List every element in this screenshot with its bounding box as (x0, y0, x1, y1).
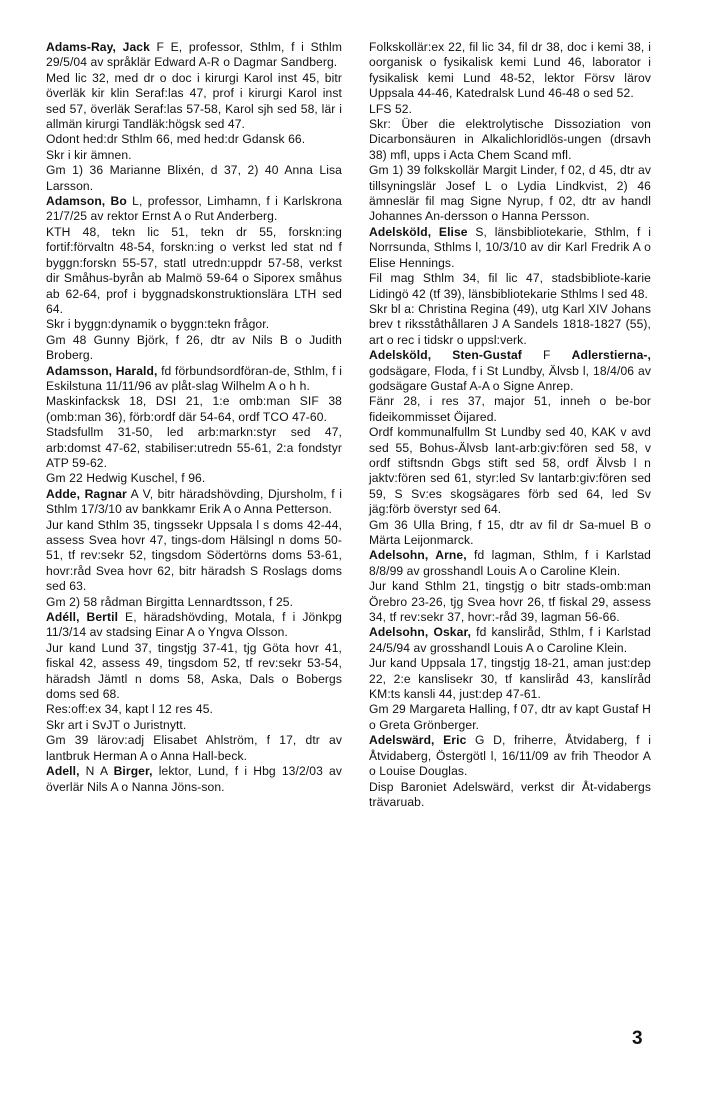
entry-intro: G D, friherre, Åtvidaberg, f i Åtvidaberg, Östergötl l, 16/11/09 av frih Theodor A o Louise Douglas. (369, 733, 651, 779)
entry-paragraph: Gm 22 Hedwig Kuschel, f 96. (46, 471, 206, 486)
entry-paragraph: Odont hed:dr Sthlm 66, med hed:dr Gdansk 66. (46, 132, 306, 147)
entry-intro: fd kansliråd, Sthlm, f i Karlstad 24/5/94 av grosshandl Louis A o Caroline Klein. (369, 625, 651, 655)
entry-headword: Adelsohn, Oskar, (369, 625, 472, 640)
entry-adell-birger (46, 764, 342, 795)
entry-adelskold-elise (369, 225, 651, 348)
entry-adde-ragnar (46, 487, 342, 610)
entry-headword: Adell, (46, 764, 80, 779)
entry-headword: Adéll, Bertil (46, 610, 119, 625)
entry-adamsson-harald (46, 364, 342, 487)
entry-intro: L, professor, Limhamn, f i Karlskrona 21/7/25 av rektor Ernst A o Rut Anderberg. (46, 194, 343, 224)
entry-headword-secondary: Adlerstierna-, (571, 348, 651, 363)
entry-headword: Adamson, Bo (46, 194, 127, 209)
entry-headword: Adelswärd, Eric (369, 733, 467, 748)
entry-intro: fd lagman, Sthlm, f i Karlstad 8/8/99 av grosshandl Louis A o Caroline Klein. (369, 548, 652, 578)
entry-paragraph: Res:off:ex 34, kapt l 12 res 45. (46, 702, 214, 717)
entry-headword: Adamsson, Harald, (46, 363, 158, 378)
entry-adelsohn-arne (369, 548, 651, 625)
entry-intro: F E, professor, Sthlm, f i Sthlm 29/5/04 av språklär Edward A-R o Dagmar Sandberg. (46, 40, 342, 70)
entry-paragraph: Med lic 32, med dr o doc i kirurgi Karol inst 45, bitr överläk kir klin Seraf:las 47, prof i kirurgi Karol inst sed 57, överläk Seraf:las 57-58, Karol sjh sed 58, lär i allmän kirurgi Tandläk:högsk sed 47. (46, 70, 342, 132)
entry-paragraph: Ordf kommunalfullm St Lundby sed 40, KAK v avd sed 55, Bohus-Älvsb lant-arb:giv:fören sed 58, v ordf stiftsndn Gbgs stift sed 58, ordf Älvsb l n jaktv:fören sed 61, styr:led Sv lantarb:giv:fören sed 59, S Sv:es skogsägares förb sed 64, led Sv jäg:förb överstyr sed 64. (369, 425, 651, 517)
entry-paragraph: Gm 39 lärov:adj Elisabet Ahlström, f 17, dtr av lantbruk Herman A o Anna Hall-beck. (46, 733, 342, 763)
entry-adelskold-sten-gustaf (369, 348, 651, 548)
entry-paragraph: Skr: Über die elektrolytische Dissoziation von Dicarbonsäuren in Alkalichloridlös-ungen (drsavh 38) mfl, upps i Acta Chem Scand mfl. (369, 117, 651, 162)
entry-paragraph: Jur kand Sthlm 21, tingstjg o bitr stads-omb:man Örebro 23-26, tjg Svea hovr 26, tf fiskal 29, assess 34, tf rev:sekr 37, hovr:-råd 39, lagman 56-66. (369, 579, 651, 625)
entry-continuation (369, 40, 651, 225)
entry-intro: godsägare, Floda, f i St Lundby, Älvsb l, 18/4/06 av godsägare Gustaf A-A o Signe Anrep. (369, 363, 651, 393)
entry-paragraph: Gm 1) 36 Marianne Blixén, d 37, 2) 40 Anna Lisa Larsson. (46, 163, 342, 193)
entry-intro: S, länsbibliotekarie, Sthlm, f i Norrsunda, Sthlms l, 10/3/10 av dir Karl Fredrik A o Elise Hennings. (369, 224, 651, 270)
entry-adell-bertil (46, 610, 342, 764)
entry-adams-ray (46, 40, 342, 194)
entry-paragraph: Gm 48 Gunny Björk, f 26, dtr av Nils B o Judith Broberg. (46, 332, 342, 363)
entry-paragraph: Maskinfacksk 18, DSI 21, 1:e omb:man SIF 38 (omb:man 36), förb:ordf där 54-64, ordf TCO 47-60. (46, 394, 342, 424)
entry-headword: Adelsohn, Arne, (369, 548, 467, 563)
entry-paragraph: KTH 48, tekn lic 51, tekn dr 55, forskn:ing fortif:förvaltn 48-54, forskn:ing o verkst led stat nd f byggn:forskn 55-57, statl utredn:uppdr 57-58, verkst dir Småhus-byrån ab Malmö 59-64 o Siporex småhus ab 62-64, prof i byggnadskonstruktionslära LTH sed 64. (46, 224, 342, 316)
entry-paragraph: Gm 36 Ulla Bring, f 15, dtr av fil dr Sa-muel B o Märta Leijonmarck. (369, 517, 651, 547)
entry-paragraph: Fänr 28, i res 37, major 51, inneh o be-bor fideikommisset Öijared. (369, 394, 651, 424)
entry-paragraph: LFS 52. (369, 101, 413, 116)
entry-paragraph: Gm 29 Margareta Halling, f 07, dtr av kapt Gustaf H o Greta Grönberger. (369, 702, 651, 732)
entry-paragraph: Stadsfullm 31-50, led arb:markn:styr sed 47, arb:domst 47-62, stabiliser:utredn 55-61, 2:a fondstyr ATP 59-62. (46, 425, 342, 470)
entry-paragraph: Folkskollär:ex 22, fil lic 34, fil dr 38, doc i kemi 38, i oorganisk o fysikalisk kemi Lund 46, laborator i fysikalisk kemi Lund 48-52, lektor Försv lärov Uppsala 44-46, Katedralsk Lund 46-48 o sed 52. (369, 40, 651, 101)
right-column (369, 40, 651, 810)
entry-adelsward-eric (369, 733, 651, 810)
entry-paragraph: Disp Baroniet Adelswärd, verkst dir Åt-vidabergs trävaruab. (369, 779, 651, 809)
entry-paragraph: Jur kand Lund 37, tingstjg 37-41, tjg Göta hovr 41, fiskal 42, assess 49, tingsdom 52, tf rev:sekr 53-54, häradsh Jämtl n doms 58, Aska, Dals o Bobergs doms sed 68. (46, 640, 342, 702)
entry-headword: Adelsköld, Sten-Gustaf (369, 348, 522, 363)
entry-paragraph: Skr i kir ämnen. (46, 147, 132, 162)
entry-paragraph: Jur kand Uppsala 17, tingstjg 18-21, aman just:dep 22, 2:e kanslisekr 30, tf kansliråd 43, kanslíråd KM:ts kansli 44, just:dep 47-61. (369, 656, 651, 702)
entry-paragraph: Fil mag Sthlm 34, fil lic 47, stadsbibliote-karie Lidingö 42 (tf 39), länsbibliotekarie Sthlms l sed 48. (369, 271, 651, 301)
entry-paragraph: Skr art i SvJT o Juristnytt. (46, 717, 187, 732)
entry-intro: E, häradshövding, Motala, f i Jönkpg 11/3/14 av stadsing Einar A o Yngva Olsson. (46, 610, 342, 640)
entry-intro: fd förbundsordföran-de, Sthlm, f i Eskilstuna 11/11/96 av plåt-slag Wilhelm A o h h. (46, 363, 343, 393)
entry-intro-part: F (521, 348, 572, 363)
page-number: 3 (632, 1028, 643, 1049)
entry-adamson-bo (46, 194, 342, 363)
entry-paragraph: Jur kand Sthlm 35, tingssekr Uppsala l s doms 42-44, assess Svea hovr 47, tings-dom Hälsingl n doms 50-51, tf rev:sekr 52, tingsdom Södertörns doms 53-61, hovr:råd Svea hovr 62, bitr häradsh S Roslags doms sed 63. (46, 517, 342, 594)
entry-headword: Adams-Ray, Jack (46, 40, 150, 54)
entry-paragraph: Skr i byggn:dynamik o byggn:tekn frågor. (46, 317, 270, 332)
entry-headword: Adelsköld, Elise (369, 224, 468, 239)
left-column (46, 40, 342, 795)
entry-headword: Adde, Ragnar (46, 486, 127, 501)
entry-paragraph: Gm 1) 39 folkskollär Margit Linder, f 02, d 45, dtr av tillsyningslär Josef L o Lydia Lindkvist, 2) 46 ämneslär fil mag Signe Nyrup, f 02, dtr av handl Johannes An-dersson o Hanna Persson. (369, 163, 651, 224)
entry-intro-part: N A (79, 764, 114, 779)
entry-headword-secondary: Birger, (113, 764, 153, 779)
entry-paragraph: Skr bl a: Christina Regina (49), utg Karl XIV Johans brev t riksståthållaren J A Sandels 1818-1827 (55), art o rec i tidskr o uppsl:verk. (369, 301, 651, 347)
entry-intro: lektor, Lund, f i Hbg 13/2/03 av överlär Nils A o Nanna Jöns-son. (46, 764, 342, 794)
entry-paragraph: Gm 2) 58 rådman Birgitta Lennardtsson, f 25. (46, 594, 294, 609)
entry-adelsohn-oskar (369, 625, 651, 733)
entry-intro: A V, bitr häradshövding, Djursholm, f i Sthlm 17/3/10 av bankkamr Erik A o Anna Petterson. (46, 486, 342, 517)
